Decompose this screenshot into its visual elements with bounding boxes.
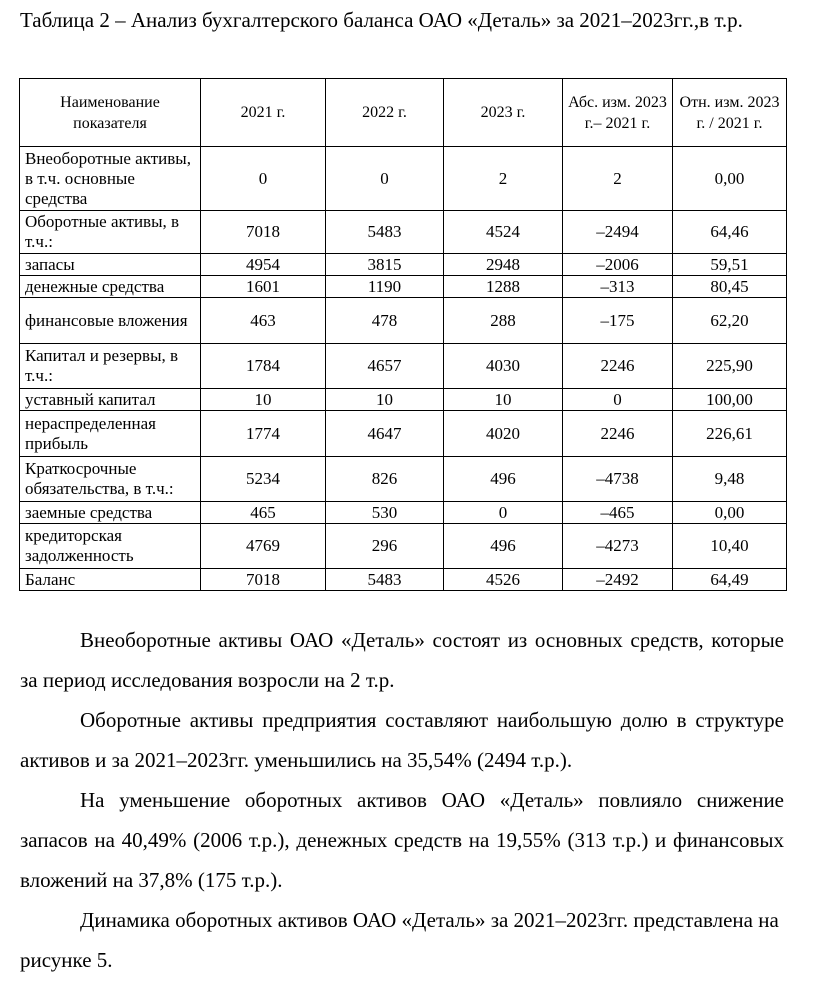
cell-abs: –313 xyxy=(563,276,673,298)
cell-2023: 4020 xyxy=(444,411,563,457)
row-name: Краткосрочные обязательства, в т.ч.: xyxy=(20,457,201,502)
header-rel-change: Отн. изм. 2023 г. / 2021 г. xyxy=(673,79,787,147)
cell-2023: 2 xyxy=(444,147,563,211)
cell-2023: 4526 xyxy=(444,569,563,591)
cell-rel: 62,20 xyxy=(673,298,787,344)
cell-2022: 10 xyxy=(326,389,444,411)
cell-abs: 2246 xyxy=(563,344,673,389)
cell-rel: 80,45 xyxy=(673,276,787,298)
cell-rel: 225,90 xyxy=(673,344,787,389)
table-row xyxy=(20,147,787,211)
paragraph: Оборотные активы предприятия составляют наибольшую долю в структуре активов и за 2021–2023гг. уменьшились на 35,54% (2494 т.р.). xyxy=(20,708,784,772)
cell-2023: 0 xyxy=(444,502,563,524)
table-row xyxy=(20,569,787,591)
table-row xyxy=(20,502,787,524)
cell-2022: 4657 xyxy=(326,344,444,389)
table-row xyxy=(20,457,787,502)
cell-rel: 10,40 xyxy=(673,524,787,569)
header-abs-change: Абс. изм. 2023 г.– 2021 г. xyxy=(563,79,673,147)
cell-abs: –2006 xyxy=(563,254,673,276)
cell-rel: 100,00 xyxy=(673,389,787,411)
table-row xyxy=(20,211,787,254)
cell-2023: 4030 xyxy=(444,344,563,389)
cell-2021: 1601 xyxy=(201,276,326,298)
row-name: финансовые вложения xyxy=(20,298,201,344)
cell-rel: 226,61 xyxy=(673,411,787,457)
header-2021: 2021 г. xyxy=(201,79,326,147)
cell-rel: 59,51 xyxy=(673,254,787,276)
table-row xyxy=(20,524,787,569)
cell-2021: 7018 xyxy=(201,211,326,254)
cell-2022: 5483 xyxy=(326,569,444,591)
cell-2023: 288 xyxy=(444,298,563,344)
row-name: уставный капитал xyxy=(20,389,201,411)
table-row xyxy=(20,344,787,389)
table-row xyxy=(20,254,787,276)
cell-2022: 3815 xyxy=(326,254,444,276)
table-header-row xyxy=(20,79,787,147)
cell-2022: 0 xyxy=(326,147,444,211)
cell-2023: 10 xyxy=(444,389,563,411)
cell-2023: 496 xyxy=(444,457,563,502)
table-row xyxy=(20,389,787,411)
cell-2023: 1288 xyxy=(444,276,563,298)
paragraph: На уменьшение оборотных активов ОАО «Деталь» повлияло снижение запасов на 40,49% (2006 т.р.), денежных средств на 19,55% (313 т.р.) и финансовых вложений на 37,8% (175 т.р.). xyxy=(20,788,784,892)
cell-2022: 296 xyxy=(326,524,444,569)
cell-2021: 5234 xyxy=(201,457,326,502)
row-name: денежные средства xyxy=(20,276,201,298)
cell-abs: 2 xyxy=(563,147,673,211)
cell-2022: 4647 xyxy=(326,411,444,457)
cell-2021: 1784 xyxy=(201,344,326,389)
cell-2021: 10 xyxy=(201,389,326,411)
cell-2021: 465 xyxy=(201,502,326,524)
cell-abs: –2492 xyxy=(563,569,673,591)
cell-rel: 64,49 xyxy=(673,569,787,591)
table-row xyxy=(20,411,787,457)
row-name: Внеоборотные активы, в т.ч. основные средства xyxy=(20,147,201,211)
cell-2022: 5483 xyxy=(326,211,444,254)
table-row xyxy=(20,276,787,298)
table-row xyxy=(20,298,787,344)
cell-rel: 9,48 xyxy=(673,457,787,502)
cell-2021: 0 xyxy=(201,147,326,211)
row-name: Капитал и резервы, в т.ч.: xyxy=(20,344,201,389)
cell-abs: –465 xyxy=(563,502,673,524)
cell-abs: –2494 xyxy=(563,211,673,254)
cell-2021: 4954 xyxy=(201,254,326,276)
table-caption: Таблица 2 – Анализ бухгалтерского баланса ОАО «Деталь» за 2021–2023гг.,в т.р. xyxy=(20,8,743,32)
row-name: Оборотные активы, в т.ч.: xyxy=(20,211,201,254)
body-text xyxy=(20,620,784,980)
row-name: Баланс xyxy=(20,569,201,591)
cell-2021: 4769 xyxy=(201,524,326,569)
cell-abs: –4273 xyxy=(563,524,673,569)
cell-abs: 2246 xyxy=(563,411,673,457)
cell-2023: 4524 xyxy=(444,211,563,254)
cell-2022: 478 xyxy=(326,298,444,344)
cell-rel: 0,00 xyxy=(673,147,787,211)
cell-2023: 496 xyxy=(444,524,563,569)
cell-2022: 826 xyxy=(326,457,444,502)
cell-rel: 64,46 xyxy=(673,211,787,254)
header-indicator: Наименование показателя xyxy=(20,79,201,147)
header-2022: 2022 г. xyxy=(326,79,444,147)
cell-2022: 530 xyxy=(326,502,444,524)
row-name: заемные средства xyxy=(20,502,201,524)
balance-table xyxy=(19,78,787,591)
cell-abs: 0 xyxy=(563,389,673,411)
cell-2023: 2948 xyxy=(444,254,563,276)
cell-rel: 0,00 xyxy=(673,502,787,524)
cell-abs: –175 xyxy=(563,298,673,344)
paragraph: Внеоборотные активы ОАО «Деталь» состоят из основных средств, которые за период исследования возросли на 2 т.р. xyxy=(20,628,784,692)
cell-2021: 7018 xyxy=(201,569,326,591)
row-name: запасы xyxy=(20,254,201,276)
cell-2021: 463 xyxy=(201,298,326,344)
cell-2021: 1774 xyxy=(201,411,326,457)
row-name: нераспределенная прибыль xyxy=(20,411,201,457)
cell-2022: 1190 xyxy=(326,276,444,298)
paragraph: Динамика оборотных активов ОАО «Деталь» за 2021–2023гг. представлена на рисунке 5. xyxy=(20,908,779,972)
row-name: кредиторская задолженность xyxy=(20,524,201,569)
cell-abs: –4738 xyxy=(563,457,673,502)
header-2023: 2023 г. xyxy=(444,79,563,147)
